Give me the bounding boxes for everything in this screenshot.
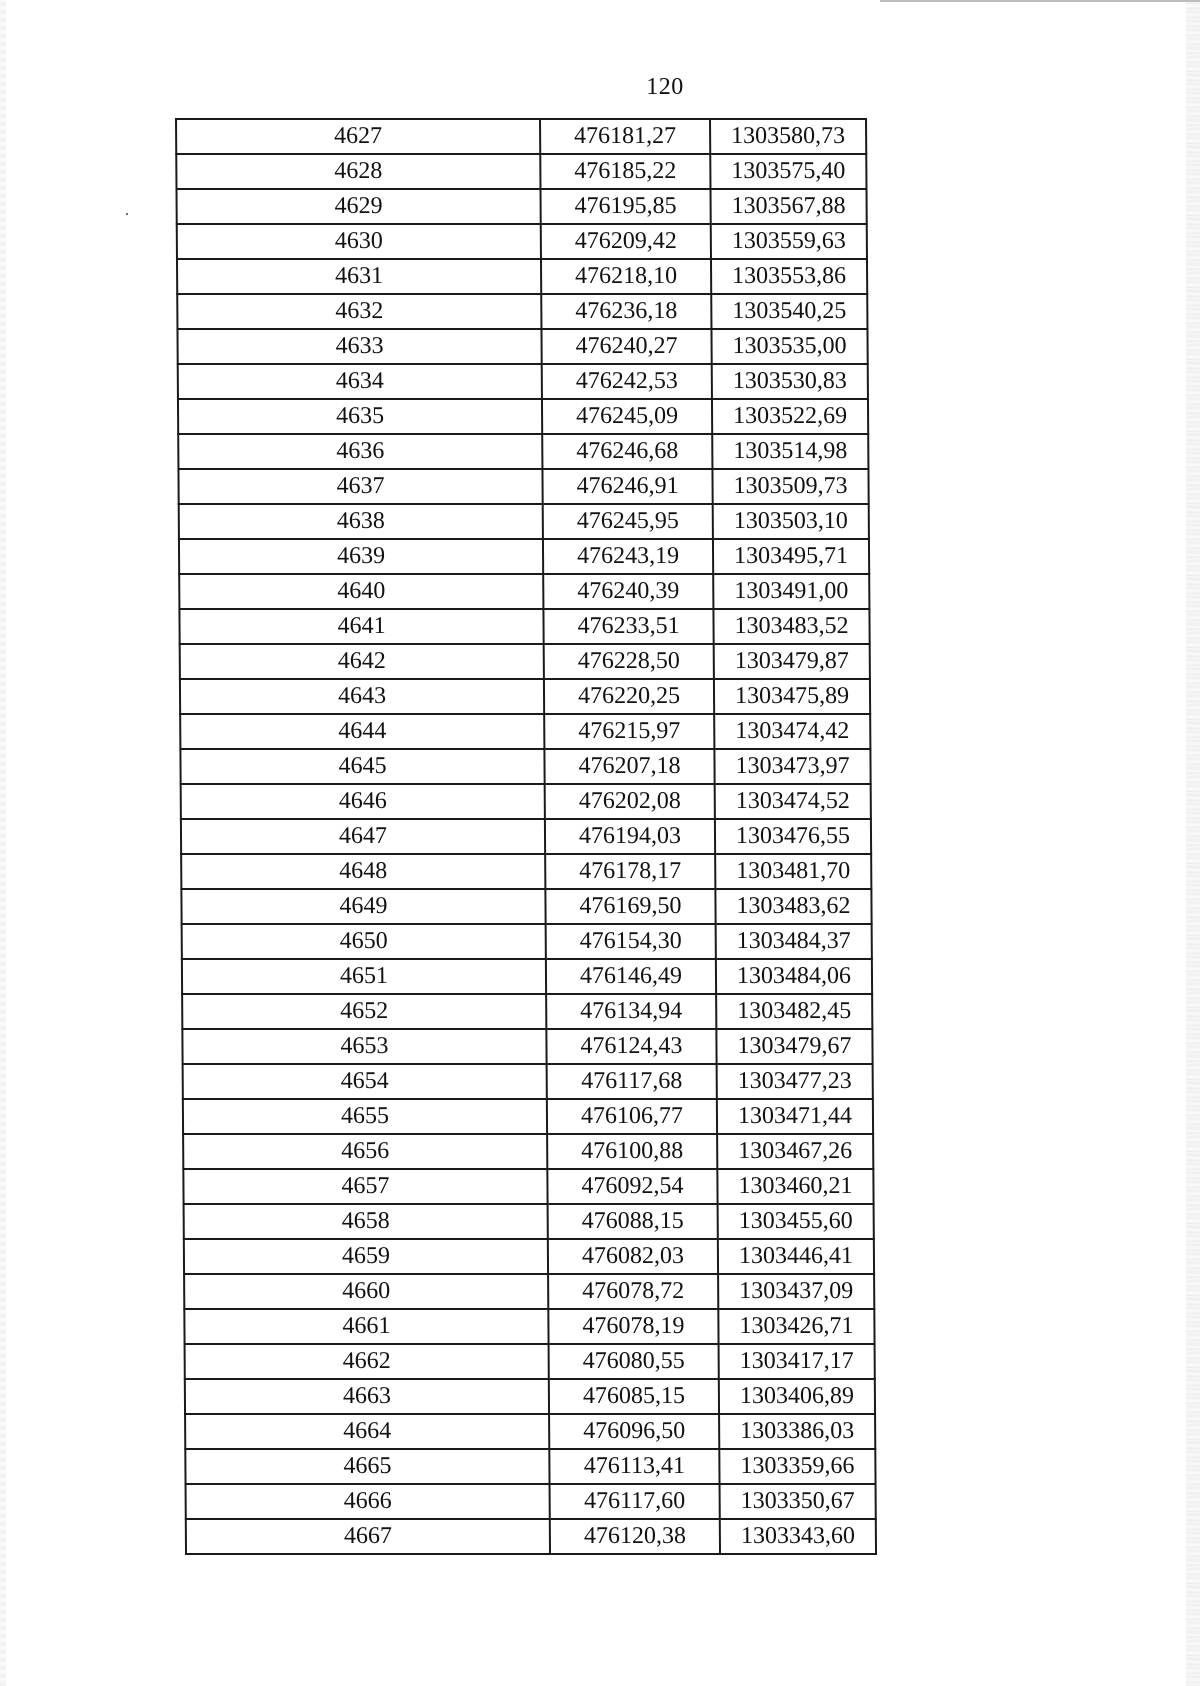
y-coordinate-cell: 1303495,71 (713, 539, 869, 574)
x-coordinate-cell: 476242,53 (542, 364, 712, 399)
y-coordinate-cell: 1303467,26 (717, 1134, 873, 1169)
x-coordinate-cell: 476243,19 (543, 539, 713, 574)
point-number-cell: 4638 (179, 504, 543, 539)
x-coordinate-cell: 476134,94 (546, 994, 716, 1029)
point-number-cell: 4628 (176, 154, 540, 189)
y-coordinate-cell: 1303343,60 (720, 1519, 876, 1554)
point-number-cell: 4629 (176, 189, 540, 224)
x-coordinate-cell: 476178,17 (545, 854, 715, 889)
x-coordinate-cell: 476080,55 (549, 1344, 719, 1379)
point-number-cell: 4660 (184, 1274, 548, 1309)
point-number-cell: 4657 (183, 1169, 547, 1204)
y-coordinate-cell: 1303479,87 (714, 644, 870, 679)
y-coordinate-cell: 1303559,63 (711, 224, 867, 259)
x-coordinate-cell: 476228,50 (544, 644, 714, 679)
table-row (182, 924, 872, 959)
point-number-cell: 4656 (183, 1134, 547, 1169)
y-coordinate-cell: 1303406,89 (719, 1379, 875, 1414)
y-coordinate-cell: 1303475,89 (714, 679, 870, 714)
table-row (181, 889, 871, 924)
x-coordinate-cell: 476207,18 (544, 749, 714, 784)
y-coordinate-cell: 1303553,86 (711, 259, 867, 294)
x-coordinate-cell: 476117,68 (547, 1064, 717, 1099)
y-coordinate-cell: 1303474,42 (714, 714, 870, 749)
x-coordinate-cell: 476085,15 (549, 1379, 719, 1414)
point-number-cell: 4643 (180, 679, 544, 714)
point-number-cell: 4637 (178, 469, 542, 504)
point-number-cell: 4642 (180, 644, 544, 679)
y-coordinate-cell: 1303482,45 (716, 994, 872, 1029)
y-coordinate-cell: 1303522,69 (712, 399, 868, 434)
table-row (178, 364, 868, 399)
y-coordinate-cell: 1303474,52 (715, 784, 871, 819)
table-row (181, 784, 871, 819)
point-number-cell: 4632 (177, 294, 541, 329)
y-coordinate-cell: 1303567,88 (710, 189, 866, 224)
y-coordinate-cell: 1303514,98 (712, 434, 868, 469)
point-number-cell: 4639 (179, 539, 543, 574)
point-number-cell: 4658 (184, 1204, 548, 1239)
point-number-cell: 4636 (178, 434, 542, 469)
point-number-cell: 4666 (186, 1484, 550, 1519)
table-row (185, 1414, 875, 1449)
point-number-cell: 4640 (179, 574, 543, 609)
table-row (177, 224, 867, 259)
point-number-cell: 4661 (184, 1309, 548, 1344)
table-row (177, 294, 867, 329)
y-coordinate-cell: 1303471,44 (717, 1099, 873, 1134)
y-coordinate-cell: 1303575,40 (710, 154, 866, 189)
point-number-cell: 4651 (182, 959, 546, 994)
table-row (179, 609, 869, 644)
x-coordinate-cell: 476120,38 (550, 1519, 720, 1554)
x-coordinate-cell: 476117,60 (550, 1484, 720, 1519)
scan-edge-right (1186, 0, 1200, 1686)
table-row (185, 1449, 875, 1484)
point-number-cell: 4655 (183, 1099, 547, 1134)
x-coordinate-cell: 476106,77 (547, 1099, 717, 1134)
y-coordinate-cell: 1303437,09 (718, 1274, 874, 1309)
table-row (180, 644, 870, 679)
table-row (178, 399, 868, 434)
table-row (177, 329, 867, 364)
coordinates-table-body (176, 119, 876, 1554)
x-coordinate-cell: 476078,72 (548, 1274, 718, 1309)
table-row (184, 1274, 874, 1309)
point-number-cell: 4650 (182, 924, 546, 959)
y-coordinate-cell: 1303484,37 (716, 924, 872, 959)
y-coordinate-cell: 1303530,83 (712, 364, 868, 399)
point-number-cell: 4648 (181, 854, 545, 889)
point-number-cell: 4646 (181, 784, 545, 819)
x-coordinate-cell: 476240,27 (541, 329, 711, 364)
x-coordinate-cell: 476233,51 (543, 609, 713, 644)
table-row (185, 1379, 875, 1414)
scan-speck (126, 213, 128, 215)
coordinates-table (175, 118, 877, 1555)
y-coordinate-cell: 1303503,10 (713, 504, 869, 539)
x-coordinate-cell: 476181,27 (540, 119, 710, 154)
y-coordinate-cell: 1303580,73 (710, 119, 866, 154)
x-coordinate-cell: 476185,22 (540, 154, 710, 189)
scan-top-line (880, 0, 1200, 2)
x-coordinate-cell: 476092,54 (547, 1169, 717, 1204)
point-number-cell: 4649 (181, 889, 545, 924)
table-row (181, 854, 871, 889)
y-coordinate-cell: 1303350,67 (720, 1484, 876, 1519)
point-number-cell: 4667 (186, 1519, 550, 1554)
point-number-cell: 4654 (183, 1064, 547, 1099)
table-row (179, 539, 869, 574)
table-row (180, 714, 870, 749)
point-number-cell: 4633 (177, 329, 541, 364)
point-number-cell: 4665 (185, 1449, 549, 1484)
point-number-cell: 4659 (184, 1239, 548, 1274)
y-coordinate-cell: 1303479,67 (716, 1029, 872, 1064)
x-coordinate-cell: 476194,03 (545, 819, 715, 854)
point-number-cell: 4634 (178, 364, 542, 399)
x-coordinate-cell: 476215,97 (544, 714, 714, 749)
x-coordinate-cell: 476113,41 (549, 1449, 719, 1484)
point-number-cell: 4627 (176, 119, 540, 154)
table-row (176, 154, 866, 189)
table-row (183, 1099, 873, 1134)
y-coordinate-cell: 1303491,00 (713, 574, 869, 609)
point-number-cell: 4653 (182, 1029, 546, 1064)
y-coordinate-cell: 1303417,17 (719, 1344, 875, 1379)
point-number-cell: 4644 (180, 714, 544, 749)
x-coordinate-cell: 476100,88 (547, 1134, 717, 1169)
y-coordinate-cell: 1303460,21 (717, 1169, 873, 1204)
table-row (178, 434, 868, 469)
y-coordinate-cell: 1303477,23 (717, 1064, 873, 1099)
y-coordinate-cell: 1303535,00 (711, 329, 867, 364)
table-row (184, 1204, 874, 1239)
point-number-cell: 4645 (180, 749, 544, 784)
table-row (183, 1134, 873, 1169)
table-row (181, 819, 871, 854)
table-row (179, 574, 869, 609)
x-coordinate-cell: 476245,95 (543, 504, 713, 539)
point-number-cell: 4635 (178, 399, 542, 434)
table-row (182, 959, 872, 994)
y-coordinate-cell: 1303481,70 (715, 854, 871, 889)
table-row (176, 119, 866, 154)
y-coordinate-cell: 1303476,55 (715, 819, 871, 854)
point-number-cell: 4630 (177, 224, 541, 259)
y-coordinate-cell: 1303455,60 (718, 1204, 874, 1239)
y-coordinate-cell: 1303484,06 (716, 959, 872, 994)
point-number-cell: 4662 (185, 1344, 549, 1379)
point-number-cell: 4641 (179, 609, 543, 644)
y-coordinate-cell: 1303473,97 (714, 749, 870, 784)
x-coordinate-cell: 476236,18 (541, 294, 711, 329)
x-coordinate-cell: 476154,30 (546, 924, 716, 959)
table-row (185, 1344, 875, 1379)
x-coordinate-cell: 476218,10 (541, 259, 711, 294)
x-coordinate-cell: 476096,50 (549, 1414, 719, 1449)
x-coordinate-cell: 476082,03 (548, 1239, 718, 1274)
table-row (183, 1064, 873, 1099)
table-row (180, 679, 870, 714)
table-row (178, 469, 868, 504)
x-coordinate-cell: 476169,50 (545, 889, 715, 924)
table-row (179, 504, 869, 539)
point-number-cell: 4652 (182, 994, 546, 1029)
y-coordinate-cell: 1303483,52 (713, 609, 869, 644)
point-number-cell: 4631 (177, 259, 541, 294)
y-coordinate-cell: 1303426,71 (718, 1309, 874, 1344)
x-coordinate-cell: 476240,39 (543, 574, 713, 609)
y-coordinate-cell: 1303359,66 (719, 1449, 875, 1484)
point-number-cell: 4647 (181, 819, 545, 854)
x-coordinate-cell: 476246,68 (542, 434, 712, 469)
x-coordinate-cell: 476146,49 (546, 959, 716, 994)
table-row (183, 1169, 873, 1204)
table-row (184, 1309, 874, 1344)
x-coordinate-cell: 476202,08 (545, 784, 715, 819)
x-coordinate-cell: 476078,19 (548, 1309, 718, 1344)
point-number-cell: 4664 (185, 1414, 549, 1449)
table-row (177, 259, 867, 294)
page-number: 120 (646, 74, 684, 100)
y-coordinate-cell: 1303386,03 (719, 1414, 875, 1449)
x-coordinate-cell: 476088,15 (548, 1204, 718, 1239)
y-coordinate-cell: 1303483,62 (715, 889, 871, 924)
x-coordinate-cell: 476245,09 (542, 399, 712, 434)
x-coordinate-cell: 476246,91 (542, 469, 712, 504)
y-coordinate-cell: 1303446,41 (718, 1239, 874, 1274)
y-coordinate-cell: 1303509,73 (712, 469, 868, 504)
x-coordinate-cell: 476220,25 (544, 679, 714, 714)
x-coordinate-cell: 476209,42 (541, 224, 711, 259)
y-coordinate-cell: 1303540,25 (711, 294, 867, 329)
table-row (182, 1029, 872, 1064)
table-row (180, 749, 870, 784)
table-row (182, 994, 872, 1029)
table-row (186, 1519, 876, 1554)
table-row (176, 189, 866, 224)
x-coordinate-cell: 476124,43 (546, 1029, 716, 1064)
x-coordinate-cell: 476195,85 (540, 189, 710, 224)
table-row (186, 1484, 876, 1519)
point-number-cell: 4663 (185, 1379, 549, 1414)
scan-edge-left (0, 0, 6, 1686)
table-row (184, 1239, 874, 1274)
